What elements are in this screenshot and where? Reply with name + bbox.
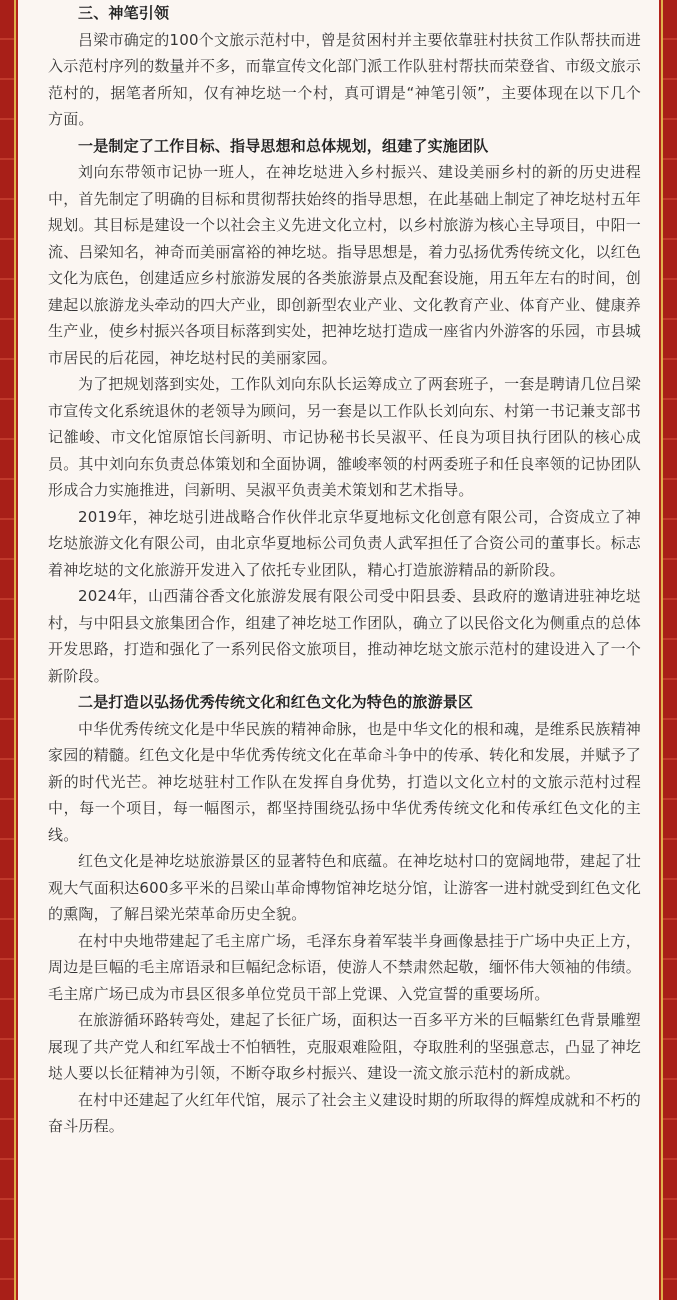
paragraph: 在旅游循环路转弯处，建起了长征广场，面积达一百多平方米的巨幅紫红色背景雕塑展现了共产党人和红军战士不怕牺牲，克服艰难险阻，夺取胜利的坚强意志，凸显了神圪垯人要以长征精神为引领，不断夺取乡村振兴、建设一流文旅示范村的新成就。 xyxy=(48,1011,641,1082)
paragraph: 红色文化是神圪垯旅游景区的显著特色和底蕴。在神圪垯村口的宽阔地带，建起了壮观大气面积达600多平米的吕梁山革命博物馆神圪垯分馆，让游客一进村就受到红色文化的熏陶，了解吕梁光荣革命历史全貌。 xyxy=(48,852,641,923)
section-title: 三、神笔引领 xyxy=(78,4,170,22)
paragraph: 在村中央地带建起了毛主席广场，毛泽东身着军装半身画像悬挂于广场中央正上方，周边是巨幅的毛主席语录和巨幅纪念标语，使游人不禁肃然起敬，缅怀伟大领袖的伟绩。毛主席广场已成为市县区很多单位党员干部上党课、入党宣誓的重要场所。 xyxy=(48,931,641,1003)
paragraph: 为了把规划落到实处，工作队刘向东队长运筹成立了两套班子，一套是聘请几位吕梁市宣传文化系统退休的老领导为顾问，另一套是以工作队长刘向东、村第一书记兼支部书记雒峻、市文化馆原馆长闫新明、市记协秘书长吴淑平、任良为项目执行团队的核心成员。其中刘向东负责总体策划和全面协调，雒峻率领的村两委班子和任良率领的记协团队形成合力实施推进，闫新明、吴淑平负责美术策划和艺术指导。 xyxy=(48,375,641,499)
paragraph: 2024年，山西蒲谷香文化旅游发展有限公司受中阳县委、县政府的邀请进驻神圪垯村，与中阳县文旅集团合作，组建了神圪垯工作团队，确立了以民俗文化为侧重点的总体开发思路，打造和强化了一系列民俗文旅项目，推动神圪垯文旅示范村的建设进入了一个新阶段。 xyxy=(48,587,641,685)
paragraph: 2019年，神圪垯引进战略合作伙伴北京华夏地标文化创意有限公司，合资成立了神圪垯旅游文化有限公司，由北京华夏地标公司负责人武军担任了合资公司的董事长。标志着神圪垯的文化旅游开发进入了依托专业团队，精心打造旅游精品的新阶段。 xyxy=(48,507,641,579)
left-decorative-border xyxy=(0,0,16,1300)
subheading: 一是制定了工作目标、指导思想和总体规划，组建了实施团队 xyxy=(78,136,489,155)
paragraph: 吕梁市确定的100个文旅示范村中，曾是贫困村并主要依靠驻村扶贫工作队帮扶而进入示范村序列的数量并不多，而靠宣传文化部门派工作队驻村帮扶而荣登省、市级文旅示范村的，据笔者所知，仅有神圪垯一个村，真可谓是“神笔引领”，主要体现在以下几个方面。 xyxy=(48,30,641,128)
subheading: 二是打造以弘扬优秀传统文化和红色文化为特色的旅游景区 xyxy=(78,693,474,711)
right-decorative-border xyxy=(661,0,677,1300)
paragraph: 刘向东带领市记协一班人，在神圪垯进入乡村振兴、建设美丽乡村的新的历史进程中，首先制定了明确的目标和贯彻帮扶始终的指导思想，在此基础上制定了神圪垯村五年规划。其目标是建设一个以社会主义先进文化立村，以乡村旅游为核心主导项目，中阳一流、吕梁知名，神奇而美丽富裕的神圪垯。指导思想是，着力弘扬优秀传统文化，以红色文化为底色，创建适应乡村旅游发展的各类旅游景点及配套设施，用五年左右的时间，创建起以旅游龙头牵动的四大产业，即创新型农业产业、文化教育产业、体育产业、健康养生产业，使乡村振兴各项目标落到实处，把神圪垯打造成一座省内外游客的乐园，市县城市居民的后花园，神圪垯村民的美丽家园。 xyxy=(48,163,641,367)
article-page xyxy=(18,0,659,1300)
paragraph: 中华优秀传统文化是中华民族的精神命脉，也是中华文化的根和魂，是维系民族精神家园的精髓。红色文化是中华优秀传统文化在革命斗争中的传承、转化和发展，并赋予了新的时代光芒。神圪垯驻村工作队在发挥自身优势，打造以文化立村的文旅示范村过程中，每一个项目，每一幅图示，都坚持围绕弘扬中华优秀传统文化和传承红色文化的主线。 xyxy=(48,719,641,844)
article-body xyxy=(18,0,659,1140)
paragraph: 在村中还建起了火红年代馆，展示了社会主义建设时期的所取得的辉煌成就和不朽的奋斗历程。 xyxy=(48,1090,641,1135)
